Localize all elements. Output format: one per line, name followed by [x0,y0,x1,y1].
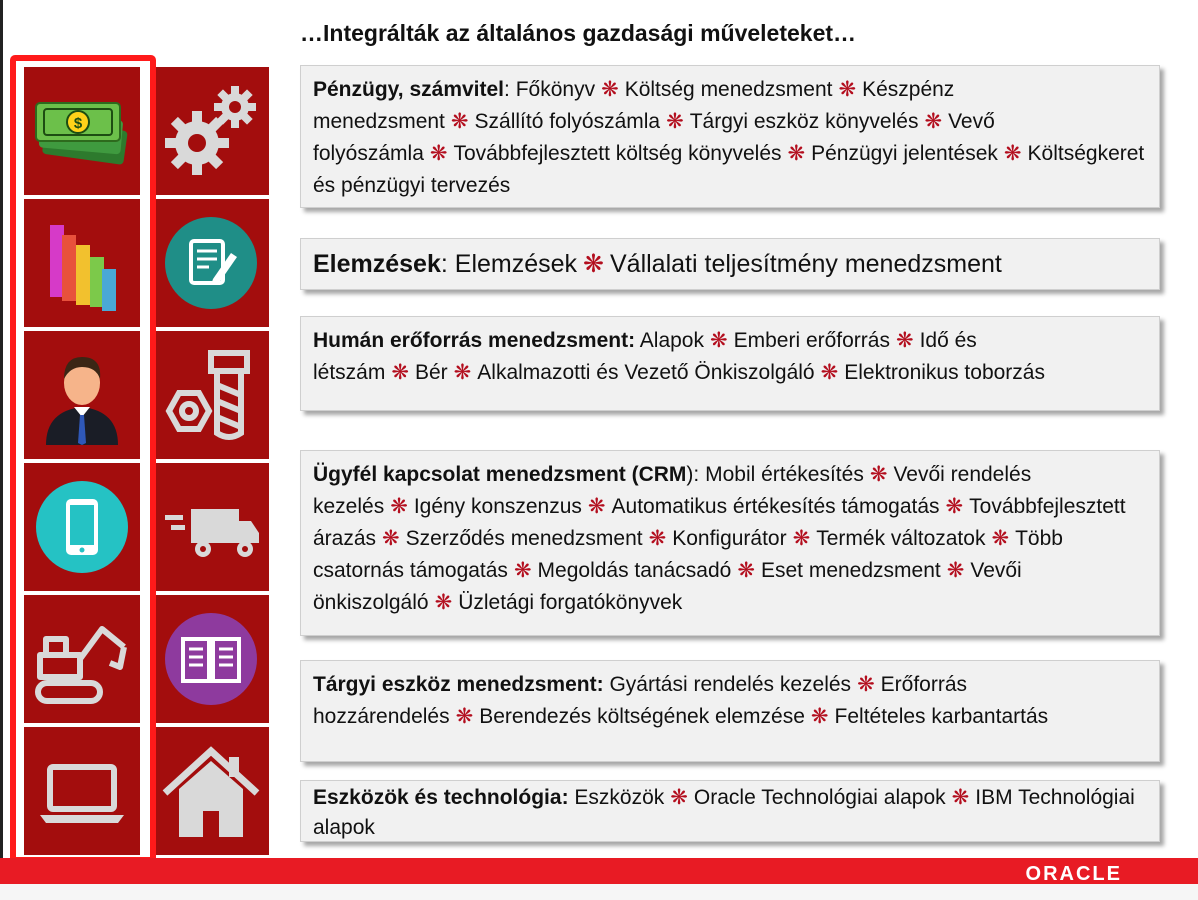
box-item: Elektronikus toborzás [844,361,1045,384]
star-separator-icon: ❋ [709,329,728,352]
box-item: Alkalmazotti és Vezető Önkiszolgáló [477,361,815,384]
box-item: Oracle Technológiai alapok [693,786,946,809]
star-separator-icon: ❋ [951,786,970,809]
box-item: Gyártási rendelés kezelés [609,673,852,696]
star-separator-icon: ❋ [946,559,965,582]
star-separator-icon: ❋ [434,591,453,614]
box-item: Idő és létszám [313,329,977,384]
box-item: Főkönyv [515,78,596,101]
box-item: Szerződés menedzsment [405,527,643,550]
box-item: Pénzügyi jelentések [811,142,998,165]
star-separator-icon: ❋ [382,527,400,550]
star-separator-icon: ❋ [810,705,829,728]
star-separator-icon: ❋ [787,142,806,165]
box-item: Eset menedzsment [760,559,941,582]
box-item: Vevő folyószámla [313,110,995,165]
box-heading: Humán erőforrás menedzsment: [313,329,636,352]
box-item: Megoldás tanácsadó [537,559,732,582]
star-separator-icon: ❋ [1003,142,1022,165]
tile-truck [153,463,269,591]
star-separator-icon: ❋ [391,361,409,384]
star-separator-icon: ❋ [857,673,875,696]
star-separator-icon: ❋ [455,705,474,728]
box-item: Költség menedzsment [624,78,833,101]
box-hr[interactable] [300,316,1160,411]
tile-gears [153,67,269,195]
box-item: Vevői önkiszolgáló [313,559,1022,614]
footer-strip [0,884,1198,900]
box-item: Eszközök [574,786,665,809]
svg-text:$: $ [73,115,83,132]
box-item: Vállalati teljesítmény menedzsment [610,250,1002,278]
box-item: Tárgyi eszköz könyvelés [689,110,919,133]
star-separator-icon: ❋ [737,559,755,582]
box-item: Készpénz menedzsment [313,78,955,133]
box-item: Erőforrás hozzárendelés [313,673,968,728]
bolt-nut-icon [161,345,261,445]
box-item: Szállító folyószámla [474,110,661,133]
box-tools[interactable] [300,780,1160,842]
box-item: Vevői rendelés kezelés [313,463,1032,518]
star-separator-icon: ❋ [390,495,408,518]
tile-house [153,727,269,855]
box-heading: Elemzések [313,250,441,278]
box-analytics[interactable]: Elemzések: Elemzések ❋ Vállalati teljesítmény menedzsment [300,238,1160,290]
box-item: Több csatornás támogatás [313,527,1063,582]
star-separator-icon: ❋ [601,78,619,101]
slide-title: …Integrálták az általános gazdasági műveleteket… [300,20,857,46]
star-separator-icon: ❋ [820,361,839,384]
star-separator-icon: ❋ [670,786,688,809]
box-heading: Eszközök és technológia: [313,786,569,809]
box-item: Igény konszenzus [413,495,582,518]
star-separator-icon: ❋ [429,142,448,165]
box-item: Üzletági forgatókönyvek [458,591,683,614]
book-icon [161,609,261,709]
star-separator-icon: ❋ [648,527,667,550]
star-separator-icon: ❋ [587,495,606,518]
box-item: Termék változatok [816,527,986,550]
star-separator-icon: ❋ [513,559,532,582]
box-crm[interactable]: Ügyfél kapcsolat menedzsment (CRM): Mobil értékesítés ❋ Vevői rendelés kezelés ❋ Igény konszenzus ❋ Automatikus értékesítés támogatás ❋ Továbbfejlesztett árazás ❋ Szerződés menedzsment ❋ Konfigurátor ❋ Termék változatok ❋ Több csatornás támogatás ❋ Megoldás tanácsadó ❋ Eset menedzsment ❋ Vevői önkiszolgáló ❋ Üzletági forgatókönyvek [300,450,1160,636]
tile-bolt [153,331,269,459]
box-item: Alapok [639,329,704,352]
star-separator-icon: ❋ [869,463,888,486]
oracle-logo: ORACLE [1025,863,1122,885]
star-separator-icon: ❋ [838,78,857,101]
left-border [0,0,3,858]
box-item: Költségkeret és pénzügyi tervezés [313,142,1145,197]
star-separator-icon: ❋ [895,329,914,352]
star-separator-icon: ❋ [453,361,472,384]
gears-icon [161,81,261,181]
box-item: Feltételes karbantartás [834,705,1049,728]
edit-document-icon [161,213,261,313]
box-item: Konfigurátor [672,527,787,550]
star-separator-icon: ❋ [924,110,943,133]
star-separator-icon: ❋ [583,250,604,278]
star-separator-icon: ❋ [945,495,964,518]
tile-book [153,595,269,723]
box-item: Mobil értékesítés [705,463,864,486]
box-assets[interactable] [300,660,1160,762]
selection-frame [10,55,156,863]
box-finance[interactable]: Pénzügy, számvitel: Főkönyv ❋ Költség menedzsment ❋ Készpénz menedzsment ❋ Szállító folyószámla ❋ Tárgyi eszköz könyvelés ❋ Vevő folyószámla ❋ Továbbfejlesztett költség könyvelés ❋ Pénzügyi jelentések ❋ Költségkeret és pénzügyi tervezés [300,65,1160,208]
box-items [455,250,1002,278]
box-item: IBM Technológiai alapok [313,786,1135,839]
tile-edit [153,199,269,327]
box-item: Továbbfejlesztett árazás [313,495,1126,550]
star-separator-icon: ❋ [666,110,684,133]
star-separator-icon: ❋ [991,527,1010,550]
footer-bar [0,858,1198,884]
star-separator-icon: ❋ [792,527,811,550]
box-item: Automatikus értékesítés támogatás [611,495,940,518]
star-separator-icon: ❋ [450,110,469,133]
box-item: Bér [414,361,448,384]
box-item: Elemzések [454,250,578,278]
box-heading: Tárgyi eszköz menedzsment: [313,673,604,696]
box-item: Emberi erőforrás [733,329,890,352]
truck-icon [161,477,261,577]
box-heading: Ügyfél kapcsolat menedzsment (CRM [313,463,687,486]
house-icon [161,741,261,841]
box-item: Berendezés költségének elemzése [479,705,805,728]
box-item: Továbbfejlesztett költség könyvelés [453,142,782,165]
box-heading: Pénzügy, számvitel [313,78,505,101]
